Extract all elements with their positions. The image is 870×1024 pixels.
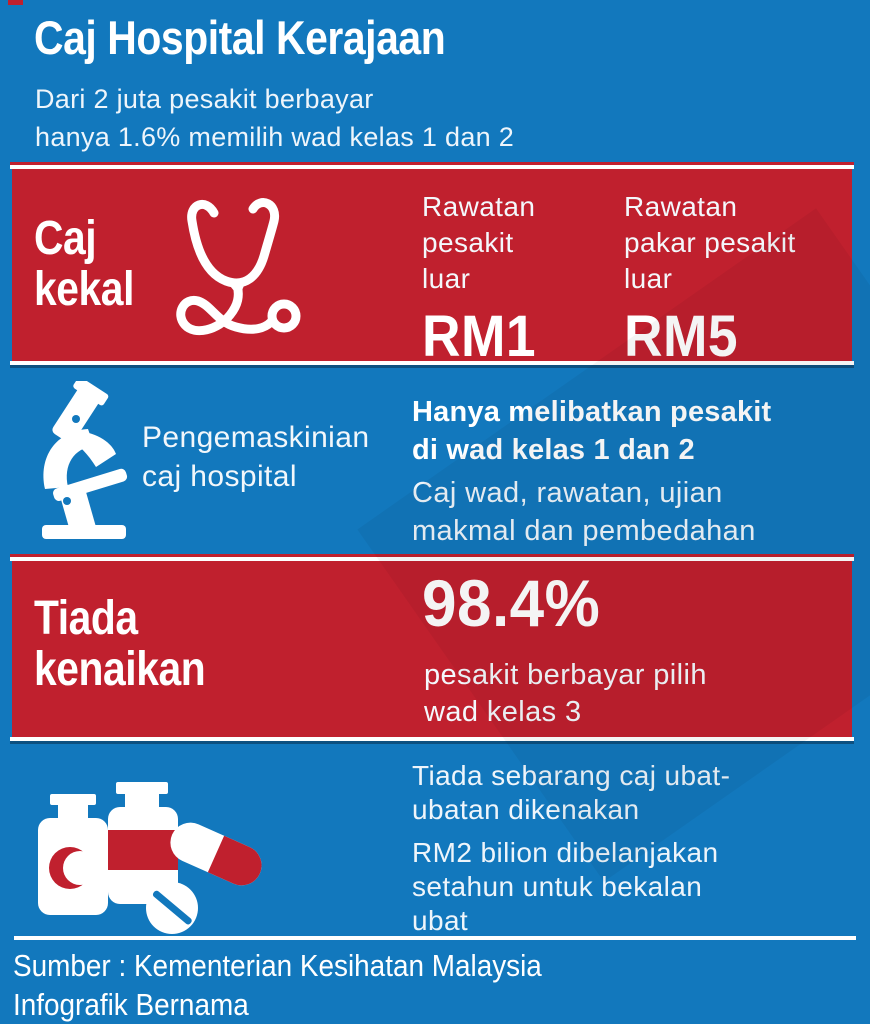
stethoscope-icon xyxy=(160,185,322,345)
pengemaskinian-body-text: Caj wad, rawatan, ujian makmal dan pembedahan xyxy=(412,477,756,547)
caj-kekal-label: Caj kekal xyxy=(34,212,134,316)
page-title: Caj Hospital Kerajaan xyxy=(34,11,446,64)
stat-rawatan-pesakit-luar: Rawatan pesakit luar RM1 xyxy=(422,191,537,369)
footer xyxy=(13,946,542,1024)
section-ubat xyxy=(0,744,870,934)
divider-shadow xyxy=(10,741,854,744)
footer-source: Sumber : Kementerian Kesihatan Malaysia xyxy=(13,948,542,983)
rm5-value: RM5 xyxy=(624,304,739,369)
stat-rawatan-pakar: Rawatan pakar pesakit luar RM5 xyxy=(624,191,796,369)
band-tiada-kenaikan xyxy=(0,554,870,744)
medicine-icon xyxy=(20,758,270,938)
pengemaskinian-caption: Pengemaskinian caj hospital xyxy=(142,421,370,493)
caj-kekal-panel xyxy=(12,169,852,369)
footer-credit: Infografik Bernama xyxy=(13,987,249,1022)
ubat-text-block-1: Tiada sebarang caj ubat- ubatan dikenakan xyxy=(412,760,731,825)
band-caj-kekal xyxy=(0,162,870,368)
tiada-kenaikan-label: Tiada kenaikan xyxy=(34,592,206,696)
pengemaskinian-bold-text: Hanya melibatkan pesakit di wad kelas 1 dan 2 xyxy=(412,396,772,466)
ubat-text-block-2: RM2 bilion dibelanjakan setahun untuk bekalan ubat xyxy=(412,837,719,936)
page-subtitle xyxy=(35,80,514,156)
subtitle-line-1: Dari 2 juta pesakit berbayar xyxy=(35,84,374,114)
section-pengemaskinian xyxy=(0,368,870,554)
subtitle-line-2: hanya 1.6% memilih wad kelas 1 dan 2 xyxy=(35,122,515,152)
percentage-value: 98.4% xyxy=(422,566,601,640)
corner-red-artifact xyxy=(8,0,23,5)
rm1-value: RM1 xyxy=(422,304,537,369)
percentage-caption: pesakit berbayar pilih wad kelas 3 xyxy=(424,659,707,728)
tiada-kenaikan-panel xyxy=(12,561,852,737)
microscope-icon xyxy=(26,381,140,541)
